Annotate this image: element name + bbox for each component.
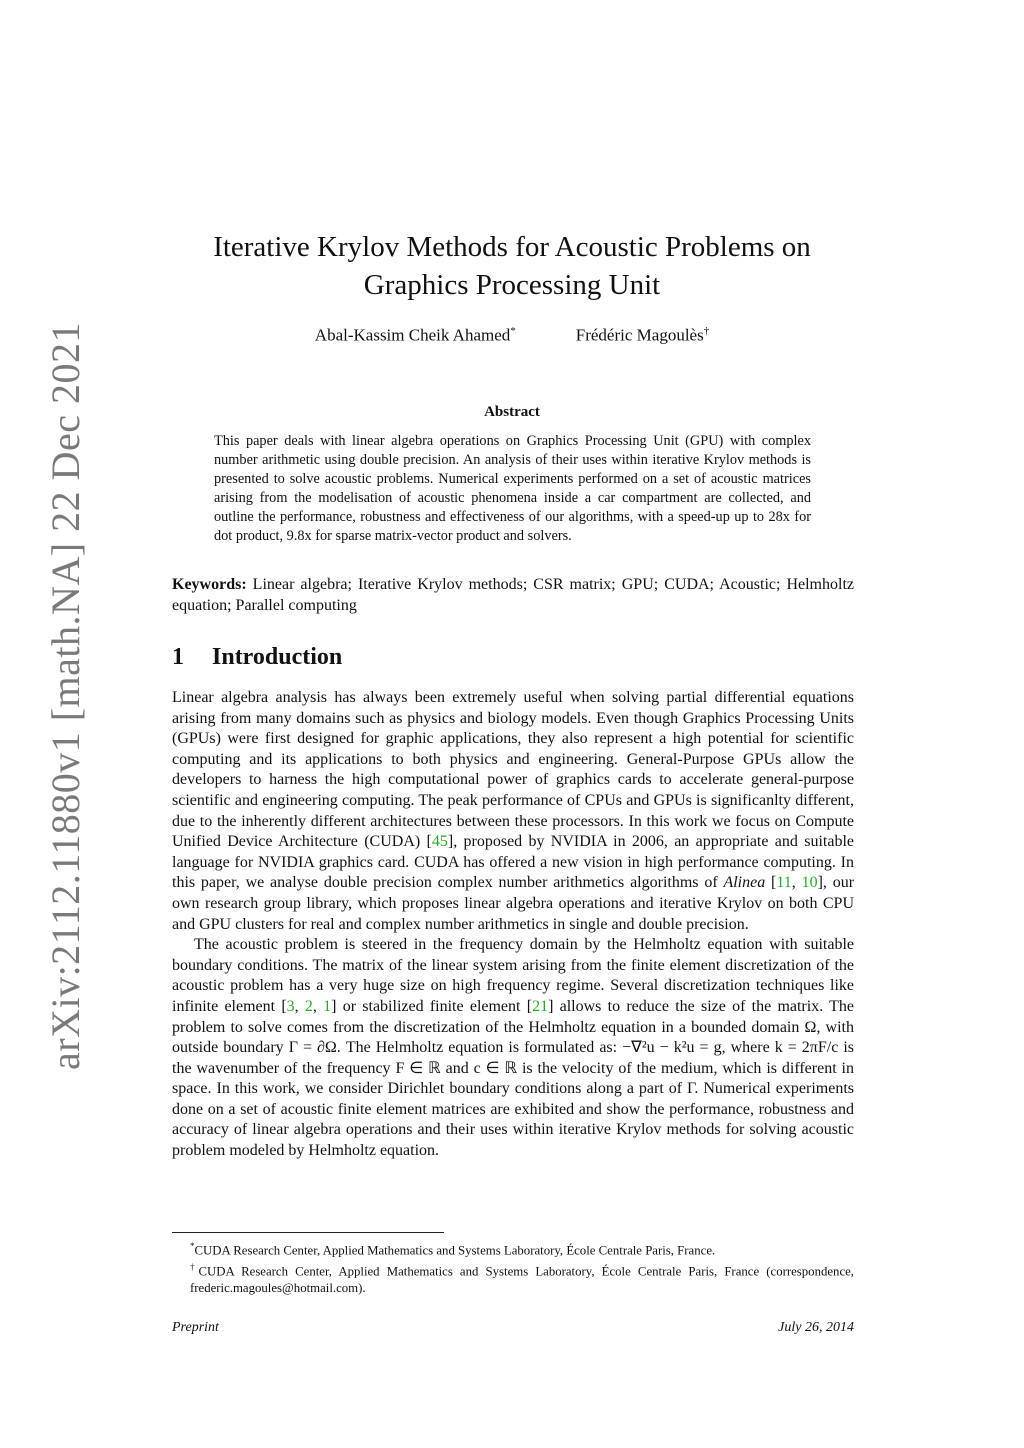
citation-link[interactable]: 45 (431, 833, 448, 851)
author-list (172, 325, 852, 346)
citation-link[interactable]: 1 (323, 997, 332, 1015)
section-number: 1 (172, 644, 184, 670)
footnote-1: *CUDA Research Center, Applied Mathematics and Systems Laboratory, École Centrale Paris, France. (190, 1241, 716, 1258)
title-line-2: Graphics Processing Unit (363, 269, 661, 301)
footnotes (172, 1238, 854, 1296)
abstract-heading: Abstract (484, 404, 540, 420)
author-1: Abal-Kassim Cheik Ahamed* (314, 325, 516, 345)
paragraph-2: The acoustic problem is steered in the frequency domain by the Helmholtz equation with suitable boundary conditions. The matrix of the linear system arising from the finite element discretization of the acoustic problem has a very huge size on high frequency regime. Several discretization techniques like infinite element [3, 2, 1] or stabilized finite element [21] allows to reduce the size of the matrix. The problem to solve comes from the discretization of the Helmholtz equation in a bounded domain Ω, with outside boundary Γ = ∂Ω. The Helmholtz equation is formulated as: −∇²u − k²u = g, where k = 2πF/c is the wavenumber of the frequency F ∈ ℝ and c ∈ ℝ is the velocity of the medium, which is different in space. In this work, we consider Dirichlet boundary conditions along a part of Γ. Numerical experiments done on a set of acoustic finite element matrices are exhibited and show the performance, robustness and accuracy of linear algebra operations and their uses within iterative Krylov methods for solving acoustic problem modeled by Helmholtz equation. (172, 936, 855, 1160)
paper-title (160, 228, 864, 304)
footnote-2: †CUDA Research Center, Applied Mathematics and Systems Laboratory, École Centrale Paris, France (correspondence, frederic.magoules@hotmail.com). (190, 1261, 855, 1295)
abstract-text: This paper deals with linear algebra operations on Graphics Processing Unit (GPU) with complex number arithmetic using double precision. An analysis of their uses within iterative Krylov methods is presented to solve acoustic problems. Numerical experiments performed on a set of acoustic matrices arising from the modelisation of acoustic phenomena inside a car compartment are collected, and outline the performance, robustness and effectiveness of our algorithms, with a speed-up up to 28x for dot product, 9.8x for sparse matrix-vector product and solvers. (214, 433, 811, 544)
author-2: Frédéric Magoulès† (575, 325, 710, 345)
alinea-name: Alinea (723, 874, 766, 892)
body-text (172, 688, 854, 1162)
footer-date: July 26, 2014 (778, 1320, 854, 1335)
citation-link[interactable]: 11 (776, 874, 792, 892)
footnote-rule (172, 1232, 444, 1233)
arxiv-side-stamp: arXiv:2112.11880v1 [math.NA] 22 Dec 2021 (43, 321, 88, 1070)
keywords-text: Linear algebra; Iterative Krylov methods; CSR matrix; GPU; CUDA; Acoustic; Helmholtz equation; Parallel computing (172, 576, 854, 614)
keywords-label: Keywords: (172, 576, 247, 593)
citation-link[interactable]: 2 (304, 997, 313, 1015)
citation-link[interactable]: 3 (286, 997, 295, 1015)
citation-link[interactable]: 21 (532, 997, 549, 1015)
page-footer (172, 1320, 854, 1336)
section-title: Introduction (212, 644, 343, 670)
section-heading (172, 644, 342, 671)
footer-preprint: Preprint (172, 1320, 219, 1335)
title-line-1: Iterative Krylov Methods for Acoustic Problems on (213, 231, 811, 263)
citation-link[interactable]: 10 (801, 874, 818, 892)
keywords (172, 574, 854, 616)
paragraph-1: Linear algebra analysis has always been extremely useful when solving partial differential equations arising from many domains such as physics and biology models. Even though Graphics Processing Units (GPUs) were first designed for graphic applications, they also represent a high potential for scientific computing and its applications to both physics and engineering. General-Purpose GPUs allow the developers to harness the high computational power of graphics cards to accelerate general-purpose scientific and engineering computing. The peak performance of CPUs and GPUs is significanlty different, due to the inherently different architectures between these processors. In this work we focus on Compute Unified Device Architecture (CUDA) [45], proposed by NVIDIA in 2006, an appropriate and suitable language for NVIDIA graphics card. CUDA has offered a new vision in high performance computing. In this paper, we analyse double precision complex number arithmetics algorithms of Alinea [11, 10], our own research group library, which proposes linear algebra operations and iterative Krylov on both CPU and GPU clusters for real and complex number arithmetics in single and double precision. (172, 689, 855, 933)
